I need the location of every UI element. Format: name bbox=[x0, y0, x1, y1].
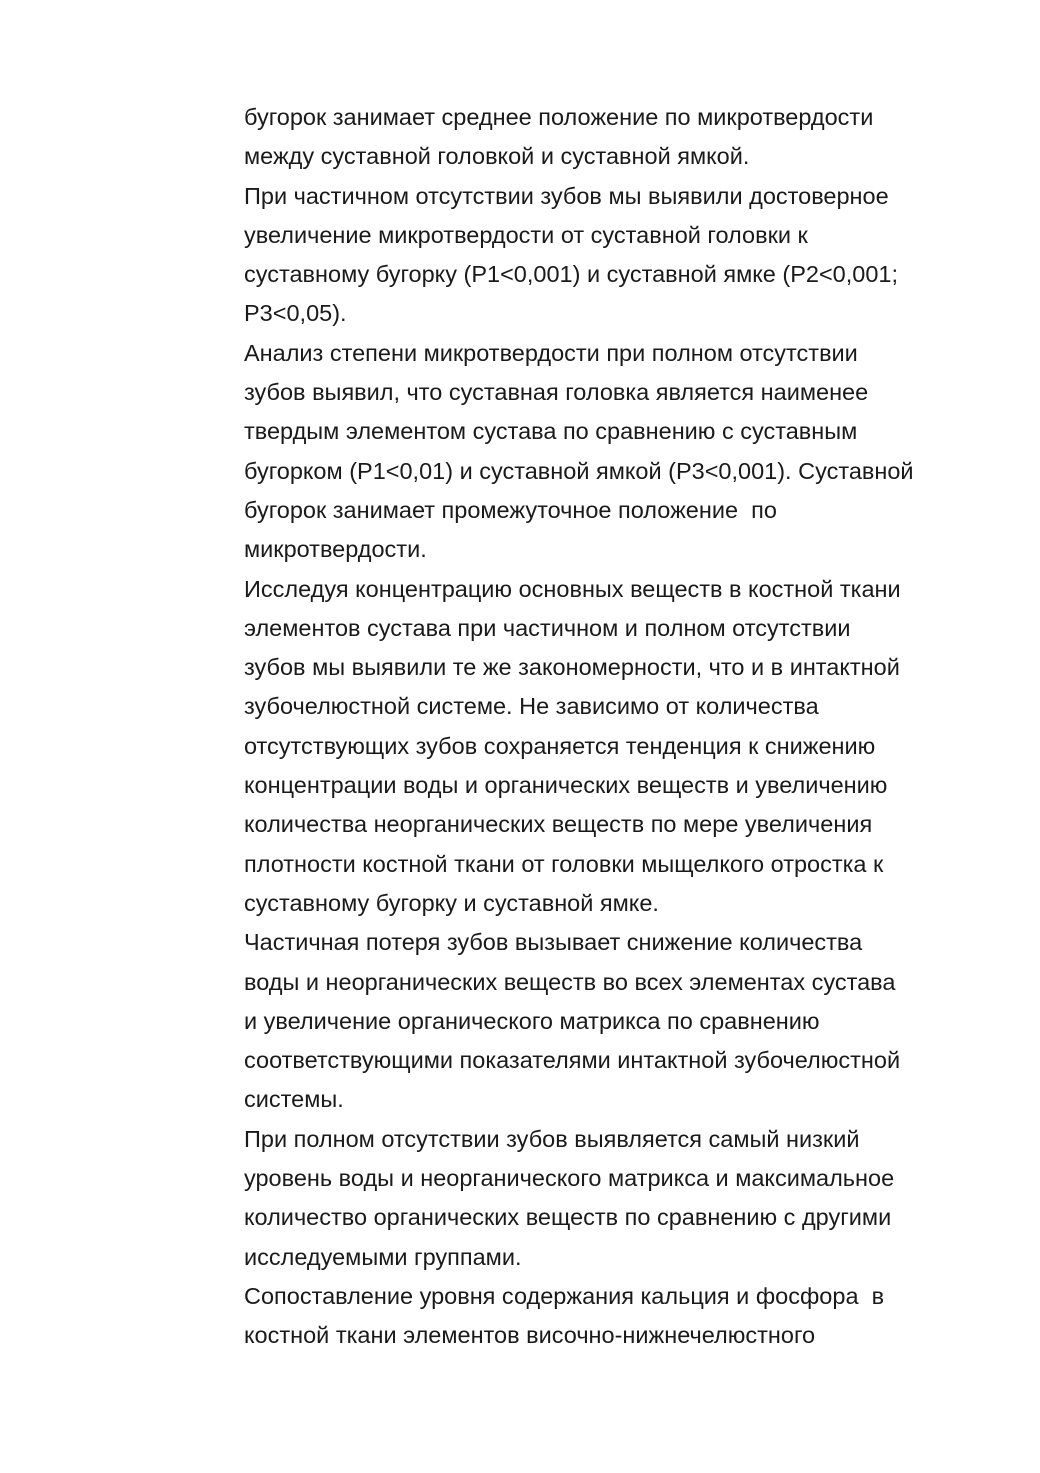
text-line: увеличение микротвердости от суставной головки к bbox=[244, 221, 808, 248]
body-text bbox=[244, 98, 984, 1356]
text-line: бугорок занимает промежуточное положение по bbox=[244, 496, 777, 523]
text-line: Исследуя концентрацию основных веществ в костной ткани bbox=[244, 575, 901, 602]
text-line: бугорок занимает среднее положение по микротвердости bbox=[244, 104, 874, 130]
text-line: твердым элементом сустава по сравнению с суставным bbox=[244, 418, 858, 445]
text-line: При полном отсутствии зубов выявляется самый низкий bbox=[244, 1125, 860, 1152]
text-line: Анализ степени микротвердости при полном отсутствии bbox=[244, 339, 858, 366]
text-line: воды и неорганических веществ во всех элементах сустава bbox=[244, 968, 896, 995]
text-line: концентрации воды и органических веществ и увеличению bbox=[244, 772, 888, 799]
text-line: Частичная потеря зубов вызывает снижение количества bbox=[244, 929, 863, 956]
text-line: зубов выявил, что суставная головка является наименее bbox=[244, 379, 869, 406]
text-line: костной ткани элементов височно-нижнечелюстного bbox=[244, 1322, 816, 1349]
text-line: зубов мы выявили те же закономерности, что и в интактной bbox=[244, 654, 900, 681]
text-line: зубочелюстной системе. Не зависимо от количества bbox=[244, 693, 819, 720]
text-line: Р3<0,05). bbox=[244, 300, 347, 327]
text-line: При частичном отсутствии зубов мы выявили достоверное bbox=[244, 182, 889, 209]
text-line: микротвердости. bbox=[244, 536, 427, 563]
text-line: и увеличение органического матрикса по сравнению bbox=[244, 1007, 820, 1034]
text-line: соответствующими показателями интактной зубочелюстной bbox=[244, 1047, 901, 1074]
text-line: уровень воды и неорганического матрикса и максимальное bbox=[244, 1165, 895, 1192]
text-line: количество органических веществ по сравнению с другими bbox=[244, 1204, 892, 1231]
text-line: между суставной головкой и суставной ямкой. bbox=[244, 143, 750, 170]
text-line: исследуемыми группами. bbox=[244, 1243, 522, 1270]
text-line: количества неорганических веществ по мере увеличения bbox=[244, 811, 873, 838]
text-line: Сопоставление уровня содержания кальция и фосфора в bbox=[244, 1282, 885, 1309]
text-line: отсутствующих зубов сохраняется тенденция к снижению bbox=[244, 732, 876, 759]
text-line: суставному бугорку и суставной ямке. bbox=[244, 889, 659, 916]
text-line: системы. bbox=[244, 1086, 344, 1113]
text-line: элементов сустава при частичном и полном отсутствии bbox=[244, 614, 851, 641]
text-line: суставному бугорку (Р1<0,001) и суставной ямке (Р2<0,001; bbox=[244, 261, 899, 288]
text-line: бугорком (Р1<0,01) и суставной ямкой (Р3<0,001). Суставной bbox=[244, 457, 914, 484]
text-line: плотности костной ткани от головки мыщелкого отростка к bbox=[244, 850, 884, 877]
